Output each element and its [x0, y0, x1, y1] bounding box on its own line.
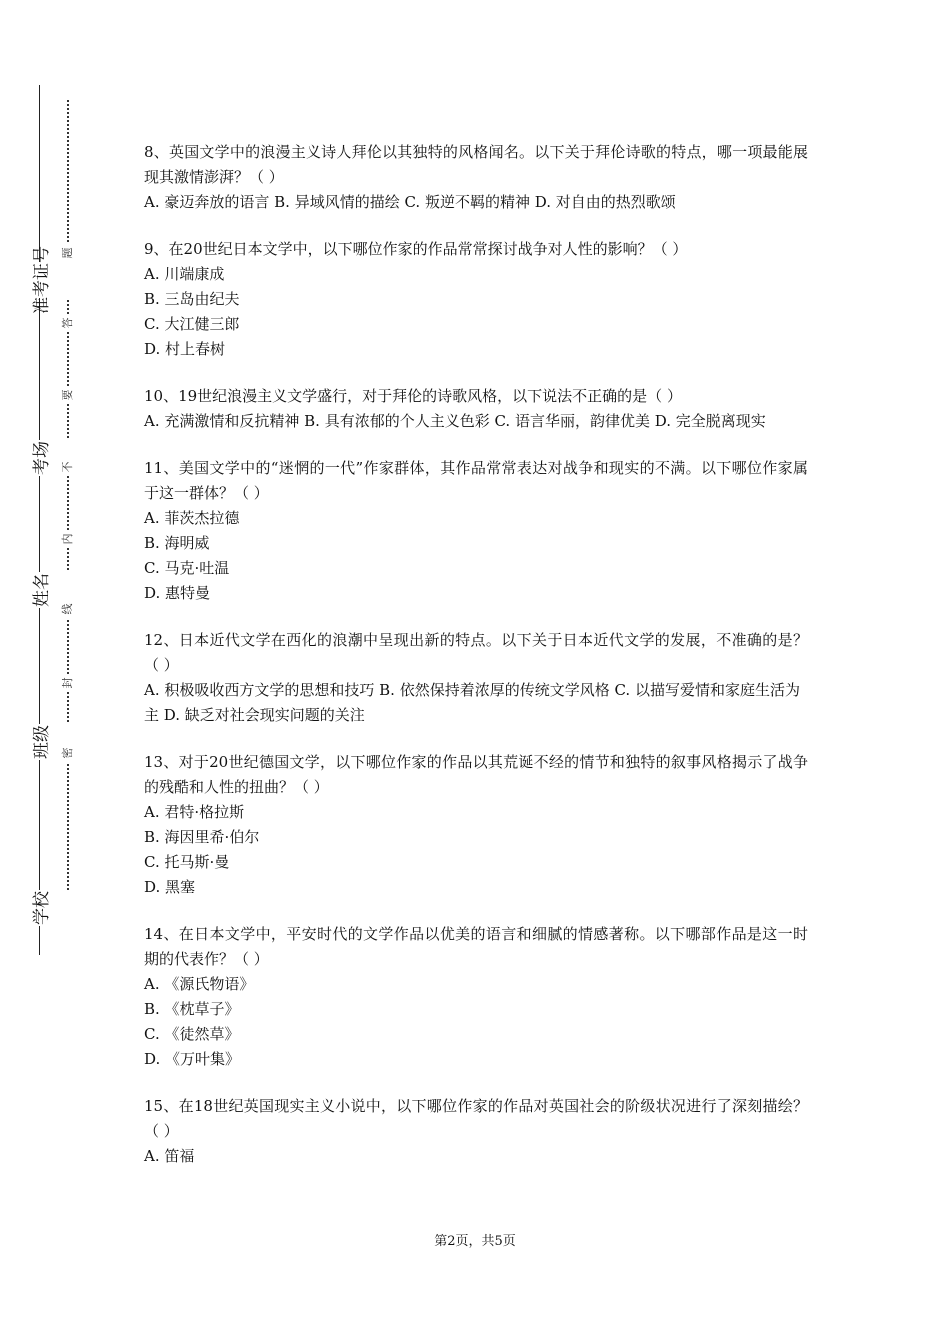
- question-10: [144, 384, 808, 434]
- option-c: C. 托马斯·曼: [144, 853, 230, 871]
- field-label-exam-room: 考场: [9, 440, 69, 476]
- option-c: C. 马克·吐温: [144, 559, 230, 577]
- field-label-name: 姓名: [9, 572, 69, 608]
- seal-char: 不: [58, 458, 76, 476]
- option-a: A. 《源氏物语》: [144, 975, 255, 993]
- question-stem: 11、美国文学中的“迷惘的一代”作家群体，其作品常常表达对战争和现实的不满。以下哪位作家属于这一群体？（ ）: [144, 459, 808, 502]
- option-a: A. 笛福: [144, 1147, 195, 1165]
- question-options-inline: A. 积极吸收西方文学的思想和技巧 B. 依然保持着浓厚的传统文学风格 C. 以描写爱情和家庭生活为主 D. 缺乏对社会现实问题的关注: [144, 681, 800, 724]
- option-d: D. 村上春树: [144, 340, 226, 358]
- option-b: B. 三岛由纪夫: [144, 290, 240, 308]
- page-number: 第2页，共5页: [434, 1234, 516, 1249]
- option-c: C. 《徒然草》: [144, 1025, 240, 1043]
- seal-char: 线: [58, 600, 76, 618]
- question-list: [144, 140, 808, 1191]
- option-a: A. 君特·格拉斯: [144, 803, 245, 821]
- question-stem: 9、在20世纪日本文学中，以下哪位作家的作品常常探讨战争对人性的影响？（ ）: [144, 240, 688, 258]
- question-9: [144, 237, 808, 362]
- option-b: B. 海明威: [144, 534, 210, 552]
- seal-char: 内: [58, 530, 76, 548]
- option-a: A. 菲茨杰拉德: [144, 509, 240, 527]
- question-11: [144, 456, 808, 606]
- question-options-inline: A. 豪迈奔放的语言 B. 异域风情的描绘 C. 叛逆不羁的精神 D. 对自由的热烈歌颂: [144, 193, 676, 211]
- seal-char: 答: [58, 314, 76, 332]
- question-stem: 15、在18世纪英国现实主义小说中，以下哪位作家的作品对英国社会的阶级状况进行了深刻描绘？（ ）: [144, 1097, 808, 1140]
- question-stem: 13、对于20世纪德国文学，以下哪位作家的作品以其荒诞不经的情节和独特的叙事风格揭示了战争的残酷和人性的扭曲？（ ）: [144, 753, 808, 796]
- question-options-inline: A. 充满激情和反抗精神 B. 具有浓郁的个人主义色彩 C. 语言华丽，韵律优美 D. 完全脱离现实: [144, 412, 766, 430]
- question-13: [144, 750, 808, 900]
- seal-char: 要: [58, 386, 76, 404]
- question-12: [144, 628, 808, 728]
- question-14: [144, 922, 808, 1072]
- field-label-school: 学校: [9, 890, 69, 926]
- option-c: C. 大江健三郎: [144, 315, 240, 333]
- option-d: D. 《万叶集》: [144, 1050, 241, 1068]
- binding-margin: [0, 0, 110, 1344]
- seal-char: 题: [58, 244, 76, 262]
- question-stem: 8、英国文学中的浪漫主义诗人拜伦以其独特的风格闻名。以下关于拜伦诗歌的特点，哪一项最能展现其激情澎湃？（ ）: [144, 143, 808, 186]
- field-label-class: 班级: [9, 724, 69, 760]
- option-a: A. 川端康成: [144, 265, 225, 283]
- binding-solid-line: [39, 85, 40, 955]
- field-label-exam-number: 准考证号: [9, 262, 69, 298]
- question-8: [144, 140, 808, 215]
- option-b: B. 《枕草子》: [144, 1000, 240, 1018]
- question-stem: 14、在日本文学中，平安时代的文学作品以优美的语言和细腻的情感著称。以下哪部作品是这一时期的代表作？（ ）: [144, 925, 808, 968]
- binding-dotted-line: [67, 100, 69, 910]
- option-d: D. 惠特曼: [144, 584, 211, 602]
- question-15: [144, 1094, 808, 1169]
- seal-char: 封: [58, 674, 76, 692]
- option-d: D. 黑塞: [144, 878, 196, 896]
- option-b: B. 海因里希·伯尔: [144, 828, 260, 846]
- seal-char: 密: [58, 744, 76, 762]
- question-stem: 10、19世纪浪漫主义文学盛行，对于拜伦的诗歌风格，以下说法不正确的是（ ）: [144, 387, 682, 405]
- question-stem: 12、日本近代文学在西化的浪潮中呈现出新的特点。以下关于日本近代文学的发展，不准确的是？（ ）: [144, 631, 808, 674]
